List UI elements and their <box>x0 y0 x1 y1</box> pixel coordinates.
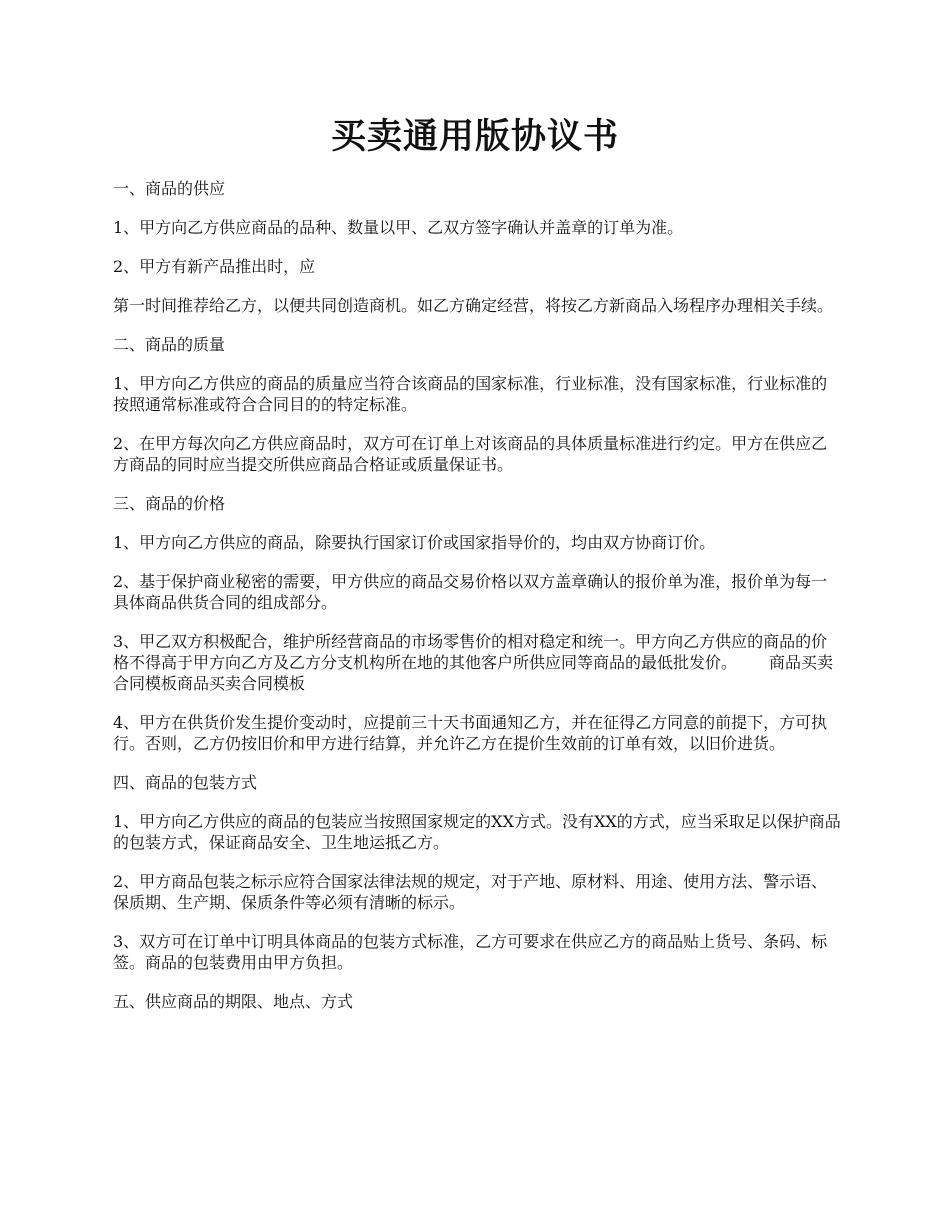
section-heading-5: 五、供应商品的期限、地点、方式 <box>113 992 354 1011</box>
clause-2-2: 2、在甲方每次向乙方供应商品时，双方可在订单上对该商品的具体质量标准进行约定。甲方在供应乙方商品的同时应当提交所供应商品合格证或质量保证书。 <box>113 434 828 474</box>
clause-3-1: 1、甲方向乙方供应的商品，除要执行国家订价或国家指导价的，均由双方协商订价。 <box>113 533 716 552</box>
section-heading-4: 四、商品的包装方式 <box>113 773 258 792</box>
clause-1-2: 2、甲方有新产品推出时，应 <box>113 257 316 276</box>
section-heading-2: 二、商品的质量 <box>113 335 226 354</box>
clause-3-3 <box>113 631 841 694</box>
inline-template-note: 商品买卖合同模板商品买卖合同模板 <box>113 653 834 693</box>
clause-3-4: 4、甲方在供货价发生提价变动时，应提前三十天书面通知乙方，并在征得乙方同意的前提下，方可执行。否则，乙方仍按旧价和甲方进行结算，并允许乙方在提价生效前的订单有效，以旧价进货。 <box>113 713 828 753</box>
clause-2-1: 1、甲方向乙方供应的商品的质量应当符合该商品的国家标准，行业标准，没有国家标准，行业标准的按照通常标准或符合合同目的的特定标准。 <box>113 374 828 414</box>
clause-1-1: 1、甲方向乙方供应商品的品种、数量以甲、乙双方签字确认并盖章的订单为准。 <box>113 218 684 237</box>
clause-4-1: 1、甲方向乙方供应的商品的包装应当按照国家规定的XX方式。没有XX的方式，应当采取足以保护商品的包装方式，保证商品安全、卫生地运抵乙方。 <box>113 812 841 852</box>
clause-1-2-continued: 第一时间推荐给乙方，以便共同创造商机。如乙方确定经营，将按乙方新商品入场程序办理相关手续。 <box>113 296 834 315</box>
document-body <box>113 178 841 1030</box>
clause-3-2: 2、基于保护商业秘密的需要，甲方供应的商品交易价格以双方盖章确认的报价单为准，报价单为每一具体商品供货合同的组成部分。 <box>113 572 828 612</box>
clause-4-3: 3、双方可在订单中订明具体商品的包装方式标准，乙方可要求在供应乙方的商品贴上货号、条码、标签。商品的包装费用由甲方负担。 <box>113 932 828 972</box>
document-title: 买卖通用版协议书 <box>330 116 619 157</box>
section-heading-3: 三、商品的价格 <box>113 494 226 513</box>
section-heading-1: 一、商品的供应 <box>113 179 226 198</box>
clause-4-2: 2、甲方商品包装之标示应符合国家法律法规的规定，对于产地、原材料、用途、使用方法、警示语、保质期、生产期、保质条件等必须有清晰的标示。 <box>113 872 828 912</box>
clause-3-3-text: 3、甲乙双方积极配合，维护所经营商品的市场零售价的相对稳定和统一。甲方向乙方供应的商品的价格不得高于甲方向乙方及乙方分支机构所在地的其他客户所供应同等商品的最低批发价。 <box>113 632 828 672</box>
